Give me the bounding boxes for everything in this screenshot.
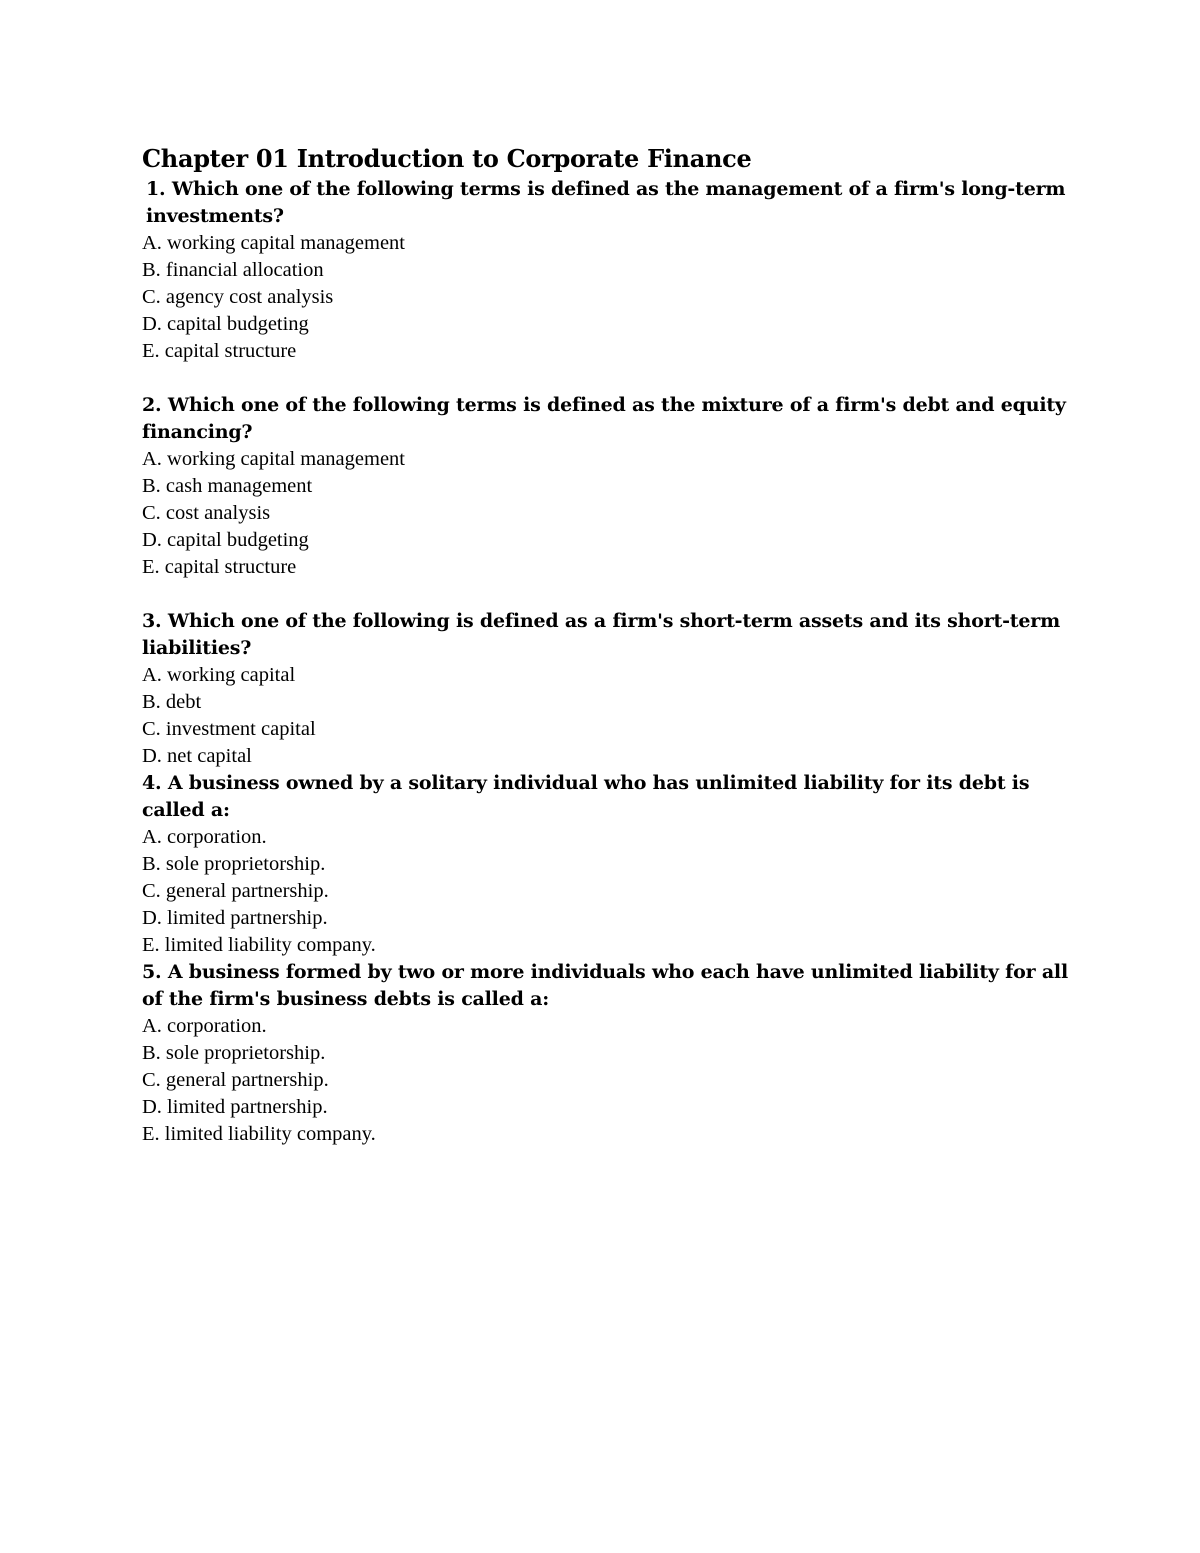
answer-option: D. capital budgeting <box>142 313 309 335</box>
answer-option: D. net capital <box>142 745 252 767</box>
question-4 <box>142 770 1072 959</box>
answer-option: B. sole proprietorship. <box>142 1042 326 1064</box>
answer-option: A. corporation. <box>142 826 267 848</box>
answer-option: A. working capital management <box>142 232 405 254</box>
answer-option: A. corporation. <box>142 1015 267 1037</box>
answer-options <box>142 1013 1072 1148</box>
answer-option: B. sole proprietorship. <box>142 853 326 875</box>
question-text: 5. A business formed by two or more individuals who each have unlimited liability for all of the firm's business debts is called a: <box>142 961 1068 1010</box>
question-5 <box>142 959 1072 1148</box>
answer-option: B. debt <box>142 691 202 713</box>
answer-option: E. capital structure <box>142 340 297 362</box>
answer-option: E. capital structure <box>142 556 297 578</box>
question-3 <box>142 608 1072 770</box>
answer-option: C. investment capital <box>142 718 316 740</box>
answer-option: E. limited liability company. <box>142 934 376 956</box>
question-text: 1. Which one of the following terms is defined as the management of a firm's long-term investments? <box>146 178 1066 227</box>
answer-option: E. limited liability company. <box>142 1123 376 1145</box>
answer-option: C. cost analysis <box>142 502 271 524</box>
answer-option: C. general partnership. <box>142 1069 329 1091</box>
answer-option: B. cash management <box>142 475 313 497</box>
answer-option: D. limited partnership. <box>142 1096 328 1118</box>
question-text: 4. A business owned by a solitary individual who has unlimited liability for its debt is called a: <box>142 772 1030 821</box>
answer-options <box>142 824 1072 959</box>
question-text: 2. Which one of the following terms is defined as the mixture of a firm's debt and equity financing? <box>142 394 1066 443</box>
paragraph-spacer <box>142 365 1072 392</box>
question-1 <box>142 176 1072 365</box>
answer-option: C. agency cost analysis <box>142 286 334 308</box>
answer-options <box>142 230 1072 365</box>
answer-option: D. capital budgeting <box>142 529 309 551</box>
paragraph-spacer <box>142 581 1072 608</box>
answer-options <box>142 446 1072 581</box>
document-body <box>142 142 1072 1148</box>
question-2 <box>142 392 1072 581</box>
answer-option: C. general partnership. <box>142 880 329 902</box>
answer-option: D. limited partnership. <box>142 907 328 929</box>
answer-option: A. working capital management <box>142 448 405 470</box>
answer-option: A. working capital <box>142 664 296 686</box>
answer-option: B. financial allocation <box>142 259 324 281</box>
chapter-title: Chapter 01 Introduction to Corporate Finance <box>142 144 752 173</box>
answer-options <box>142 662 1072 770</box>
question-text: 3. Which one of the following is defined as a firm's short-term assets and its short-term liabilities? <box>142 610 1060 659</box>
